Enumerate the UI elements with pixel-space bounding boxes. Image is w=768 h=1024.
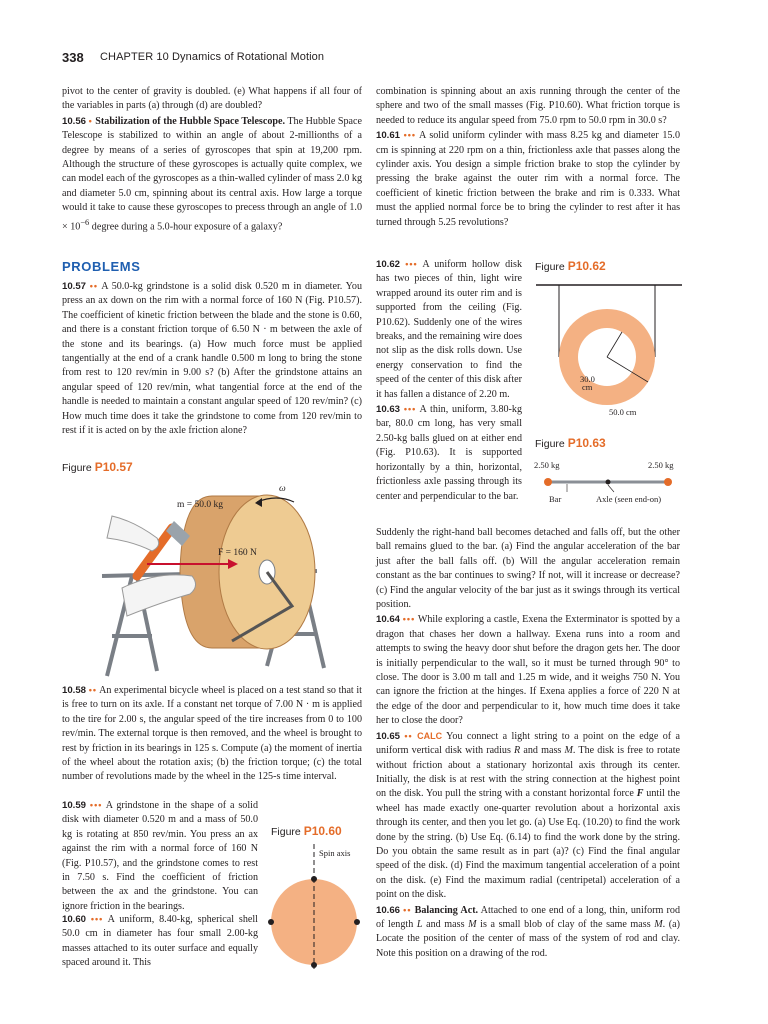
figure-label: Figure xyxy=(271,826,301,838)
intro-text-right: combination is spinning about an axis running through the center of the sphere and two of the small masses (Fig. P10.60). What friction torque is needed to reduce its angular speed from 75.0 rpm to 50.0 rpm in 30.0 s? xyxy=(376,86,680,126)
difficulty-dots: ••• xyxy=(403,130,417,141)
difficulty-dots: ••• xyxy=(90,914,104,924)
intro-text-left: pivot to the center of gravity is doubled. (e) What happens if all four of the variables in parts (a) through (d) are doubled? xyxy=(62,86,362,112)
mass-top xyxy=(311,876,317,882)
problem-10-59-first-line xyxy=(62,798,258,914)
right-column-bottom xyxy=(376,526,680,961)
axle-point xyxy=(606,480,611,485)
mass-right xyxy=(354,919,360,925)
axle-leader xyxy=(608,485,614,492)
difficulty-dots: ••• xyxy=(89,800,103,810)
vector-f: F xyxy=(636,788,644,800)
problem-text: . (a) Locate the position of the center of mass of the system of rod and clay. Note this position on a drawing of the rod. xyxy=(376,918,681,959)
inner-label-unit: cm xyxy=(582,382,593,392)
figure-p10-62 xyxy=(534,282,684,432)
var-r: R xyxy=(514,745,521,757)
figure-number: P10.62 xyxy=(567,259,606,273)
left-column-p1059-line xyxy=(62,798,258,914)
difficulty-dots: •• xyxy=(88,685,97,695)
right-mass-label: 2.50 kg xyxy=(648,460,674,470)
problem-10-63-continued: Suddenly the right-hand ball becomes detached and falls off, but the other ball remains glued to the bar. (a) Find the angular acceleration of the bar just after the ball falls off. (b) Will the angular acceleration remain constant as the bar continues to swing? If not, will it increase or decrease? (c) Find the angular velocity of the bar just as it swings through its vertical position. xyxy=(376,527,680,611)
mass-bottom xyxy=(311,962,317,968)
mass-left xyxy=(268,919,274,925)
problem-10-60 xyxy=(62,912,258,971)
difficulty-dots: ••• xyxy=(402,614,416,625)
difficulty-dots: •• xyxy=(404,730,413,741)
difficulty-dots: • xyxy=(88,115,93,126)
problem-10-58 xyxy=(62,683,362,785)
page-number: 338 xyxy=(62,50,84,65)
mass-label: m = 50.0 kg xyxy=(177,500,223,510)
exponent: −6 xyxy=(80,217,90,227)
problem-text: and mass xyxy=(520,745,565,757)
problem-10-63 xyxy=(376,402,522,504)
problem-text: until the wheel has made exactly one-quarter revolution about a horizontal axis through its center, and then you let go. (a) Use Eq. (10.20) to find the work done by the string. (b) Use Eq. (6.14) to find the work done by the string. Do you obtain the same result as in part (a)? (c) Find the final angular speed of the disk. (d) Find the maximum tangential acceleration of a point on the disk. (e) Find the maximum radial (centripetal) acceleration of a point on the disk. xyxy=(376,788,680,901)
problem-text: A thin, uniform, 3.80-kg bar, 80.0 cm long, has very small 2.50-kg balls glued on at either end (Fig. P10.63). It is supported horizontally by a thin, horizontal, frictionless axle passing through its center and perpendicular to the bar. xyxy=(376,404,522,502)
problem-10-56 xyxy=(62,114,362,235)
spin-axis-label: Spin axis xyxy=(319,848,351,858)
difficulty-dots: ••• xyxy=(403,404,417,415)
problem-text: A uniform hollow disk has two pieces of thin, light wire wrapped around its outer rim and is supported from the ceiling (Fig. P10.62). Suddenly one of the wires breaks, and the remaining wire does not slip as the disk rolls down. Use energy conservation to find the speed of the center of this disk after it has fallen a distance of 2.20 m. xyxy=(376,259,523,400)
figure-label: Figure xyxy=(62,462,92,474)
problem-10-61 xyxy=(376,128,680,230)
chapter-title: CHAPTER 10 Dynamics of Rotational Motion xyxy=(100,51,325,63)
upper-hand xyxy=(107,516,159,551)
omega-label: ω xyxy=(279,484,286,494)
problem-number: 10.66 xyxy=(376,904,401,916)
problem-text: The Hubble Space Telescope is stabilized to within an angle of about 2-millionths of a degree by means of a series of gyroscopes that spin at 19,200 rpm. Although the structure of these gyroscopes is actually quite complex, we can model each of the gyroscopes as a thin-walled cylinder of mass 2.0 kg and diameter 5.0 cm, spinning about its central axis. How large a torque would it take to cause these gyroscopes to precess through an angle of 1.0 × 10 xyxy=(62,115,362,233)
problem-text-end: degree during a 5.0-hour exposure of a galaxy? xyxy=(89,221,283,233)
right-column-top xyxy=(376,85,680,230)
problem-number: 10.64 xyxy=(376,614,401,626)
problem-text: is a small blob of clay of the same mass xyxy=(476,918,655,930)
problem-text: and mass xyxy=(422,918,469,930)
left-column-top xyxy=(62,85,362,234)
problem-text: While exploring a castle, Exena the Exterminator is spotted by a dragon that chases her down a hallway. Exena runs into a room and attempts to swing the heavy door shut before the dragon gets her. The door is initially perpendicular to the wall, so it must be turned through 90° to close. The door is 3.00 m tall and 1.25 m wide, and it weighs 750 N. You can ignore the friction at the hinges. If Exena applies a force of 220 N at the edge of the door and perpendicular to it, how much time does it take her to close the door? xyxy=(376,614,680,727)
problem-text: An experimental bicycle wheel is placed on a test stand so that it is free to turn on its axle. If a constant net torque of 7.00 N · m is applied to the tire for 2.00 s, the angular speed of the tire increases from 0 to 100 rev/min. The external torque is then removed, and the wheel is brought to rest by friction in its bearings in 125 s. Compute (a) the moment of inertia of the wheel about the rotation axis; (b) the friction torque; (c) the total number of revolutions made by the wheel in the 125-s time interval. xyxy=(62,685,362,783)
problems-heading: PROBLEMS xyxy=(62,259,141,274)
var-m: M xyxy=(654,918,663,930)
left-column-problems xyxy=(62,279,362,438)
problem-10-62 xyxy=(376,257,522,402)
difficulty-dots: •• xyxy=(89,281,99,291)
figure-number: P10.63 xyxy=(567,436,606,450)
problem-text: Attached to one end of a long, thin, uniform rod of length xyxy=(376,904,680,930)
problem-10-64 xyxy=(376,612,680,728)
grindstone-illustration xyxy=(62,476,362,682)
problem-number: 10.63 xyxy=(376,404,401,416)
problem-text: You connect a light string to a point on the edge of a uniform vertical disk with radius xyxy=(376,730,680,757)
figure-caption-p10-62 xyxy=(535,259,606,273)
problem-number: 10.57 xyxy=(62,281,87,292)
var-l: L xyxy=(416,918,423,930)
bar-label: Bar xyxy=(549,494,562,504)
problem-text: A grindstone in the shape of a solid disk with diameter 0.520 m and a mass of 50.0 kg is rotating at 850 rev/min. You press an ax against the rim with a normal force of 160 N (Fig. P10.57), and the grindstone comes to rest in 7.50 s. Find the coefficient of friction between the ax and the grindstone. You can ignore friction in the bearings. xyxy=(62,800,258,912)
right-column-p1062 xyxy=(376,257,522,504)
problem-text: . The disk is free to rotate without friction about a stationary horizontal axis through its center. Initially, the disk is at rest with the string connection at the highest point on the disk. You pull the string with a constant horizontal force xyxy=(376,745,680,800)
calc-badge: CALC xyxy=(417,730,443,741)
problem-number: 10.62 xyxy=(376,259,401,270)
problem-number: 10.61 xyxy=(376,130,401,142)
spherical-shell-illustration xyxy=(266,842,366,972)
problem-number: 10.59 xyxy=(62,800,87,811)
bar-with-balls-illustration xyxy=(530,454,686,510)
hollow-disk-illustration xyxy=(534,282,684,432)
problem-text: A 50.0-kg grindstone is a solid disk 0.520 m in diameter. You press an ax down on the rim with a normal force of 160 N (Fig. P10.57). The coefficient of kinetic friction between the blade and the stone is 0.60, and there is a constant friction torque of 6.50 N · m between the axle of the stone and its bearings. (a) How much force must be applied tangentially at the end of a crank handle 0.500 m long to bring the stone from rest to 120 rev/min in 9.00 s? (b) After the grindstone attains an angular speed of 120 rev/min, what tangential force at the end of the handle is needed to maintain a constant angular speed of 120 rev/min? (c) How much time does it take the grindstone to come from 120 rev/min to rest if it is acted on by the axle friction alone? xyxy=(62,281,363,437)
problem-10-66 xyxy=(376,903,680,962)
problem-title: Balancing Act. xyxy=(414,904,479,916)
problem-text: A solid uniform cylinder with mass 8.25 kg and diameter 15.0 cm is spinning at 220 rpm on a thin, frictionless axle that passes along the cylinder axis. You design a simple friction brake to stop the cylinder by pressing the brake against the outer rim with a normal force. The coefficient of kinetic friction between the brake and rim is 0.333. What must the applied normal force be to bring the cylinder to rest after it has turned through 5.25 revolutions? xyxy=(376,130,680,228)
difficulty-dots: ••• xyxy=(405,259,418,269)
figure-number: P10.57 xyxy=(94,460,133,474)
figure-caption-p10-60 xyxy=(271,824,342,838)
figure-number: P10.60 xyxy=(303,824,342,838)
problem-text: A uniform, 8.40-kg, spherical shell 50.0 cm in diameter has four small 2.00-kg masses attached to its outer surface and equally spaced around it. This xyxy=(62,914,258,969)
left-column-bottom xyxy=(62,683,362,785)
problem-number: 10.65 xyxy=(376,730,401,742)
left-mass-label: 2.50 kg xyxy=(534,460,560,470)
left-ball xyxy=(544,478,552,486)
page-header xyxy=(62,50,702,70)
problem-number: 10.56 xyxy=(62,115,87,127)
right-ball xyxy=(664,478,672,486)
figure-caption-p10-57 xyxy=(62,460,133,474)
outer-label: 50.0 cm xyxy=(609,407,637,417)
figure-label: Figure xyxy=(535,261,565,273)
force-label: F = 160 N xyxy=(218,548,257,558)
figure-caption-p10-63 xyxy=(535,436,606,450)
problem-10-65 xyxy=(376,729,680,903)
problem-number: 10.60 xyxy=(62,914,87,925)
problem-10-57 xyxy=(62,279,362,438)
var-m: M xyxy=(564,745,573,757)
inner-label-value: 30.0 xyxy=(580,374,595,384)
difficulty-dots: •• xyxy=(403,904,412,915)
var-m: M xyxy=(468,918,477,930)
problem-number: 10.58 xyxy=(62,685,87,696)
figure-p10-60 xyxy=(266,842,366,972)
axle-label: Axle (seen end-on) xyxy=(596,494,662,504)
problem-title: Stabilization of the Hubble Space Telescope. xyxy=(95,115,285,127)
left-column-p1060 xyxy=(62,912,258,971)
figure-p10-57 xyxy=(62,476,362,682)
figure-label: Figure xyxy=(535,438,565,450)
figure-p10-63 xyxy=(530,454,686,510)
